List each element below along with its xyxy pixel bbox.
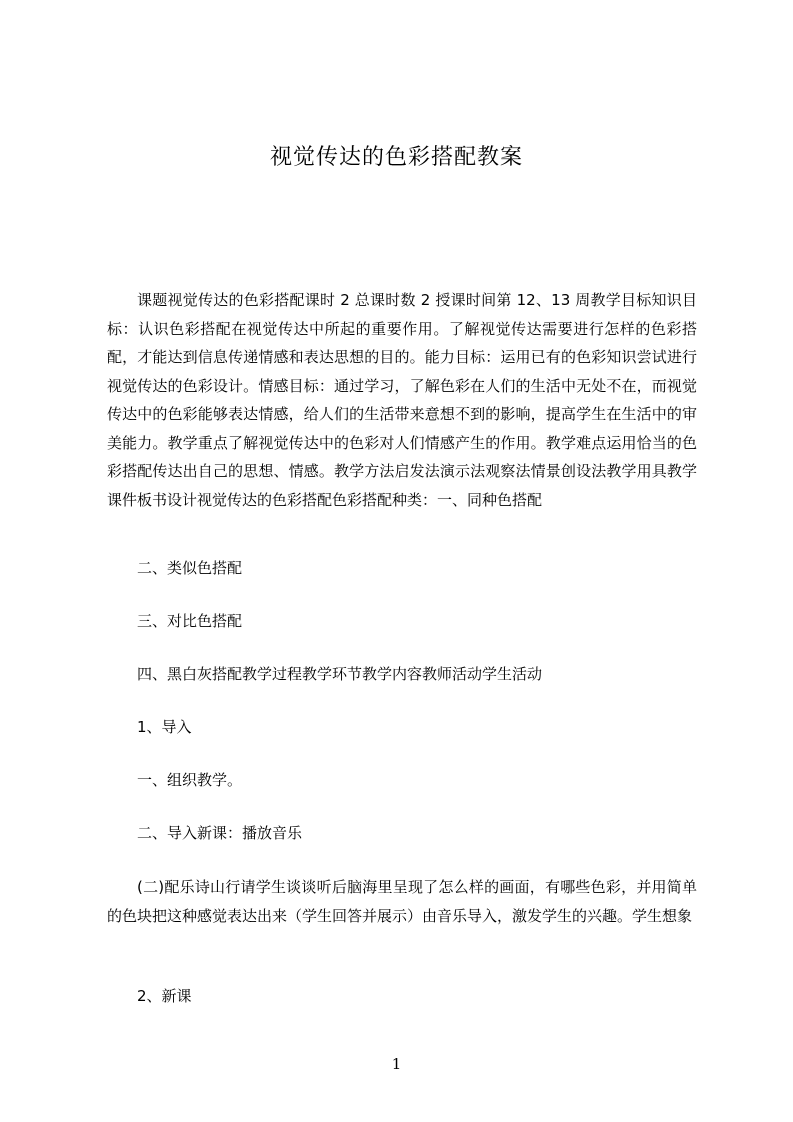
analogous-color-line: 二、类似色搭配: [137, 559, 243, 577]
intro-paragraph: 课题视觉传达的色彩搭配课时 2 总课时数 2 授课时间第 12、13 周教学目标知识目标：认识色彩搭配在视觉传达中所起的重要作用。了解视觉传达需要进行怎样的色彩搭配，才能达到信息传递情感和表达思想的目的。能力目标：运用已有的色彩知识尝试进行视觉传达的色彩设计。情感目标：通过学习，了解色彩在人们的生活中无处不在，而视觉传达中的色彩能够表达情感，给人们的生活带来意想不到的影响，提高学生在生活中的审美能力。教学重点了解视觉传达中的色彩对人们情感产生的作用。教学难点运用恰当的色彩搭配传达出自己的思想、情感。教学方法启发法演示法观察法情景创设法教学用具教学课件板书设计视觉传达的色彩搭配色彩搭配种类：一、同种色搭配: [107, 291, 697, 509]
organize-teaching-line: 一、组织教学。: [137, 771, 243, 789]
black-white-gray-line: 四、黑白灰搭配教学过程教学环节教学内容教师活动学生活动: [137, 665, 543, 683]
intro-section-line: 1、导入: [137, 718, 192, 736]
new-lesson-line: 二、导入新课：播放音乐: [137, 824, 303, 842]
page-number: 1: [391, 1055, 402, 1073]
music-paragraph: (二)配乐诗山行请学生谈谈听后脑海里呈现了怎么样的画面，有哪些色彩，并用简单的色块把这种感觉表达出来（学生回答并展示）由音乐导入，激发学生的兴趣。学生想象: [107, 878, 697, 925]
contrast-color-line: 三、对比色搭配: [137, 612, 243, 630]
new-section-line: 2、新课: [137, 987, 192, 1005]
document-title: 视觉传达的色彩搭配教案: [269, 145, 523, 170]
